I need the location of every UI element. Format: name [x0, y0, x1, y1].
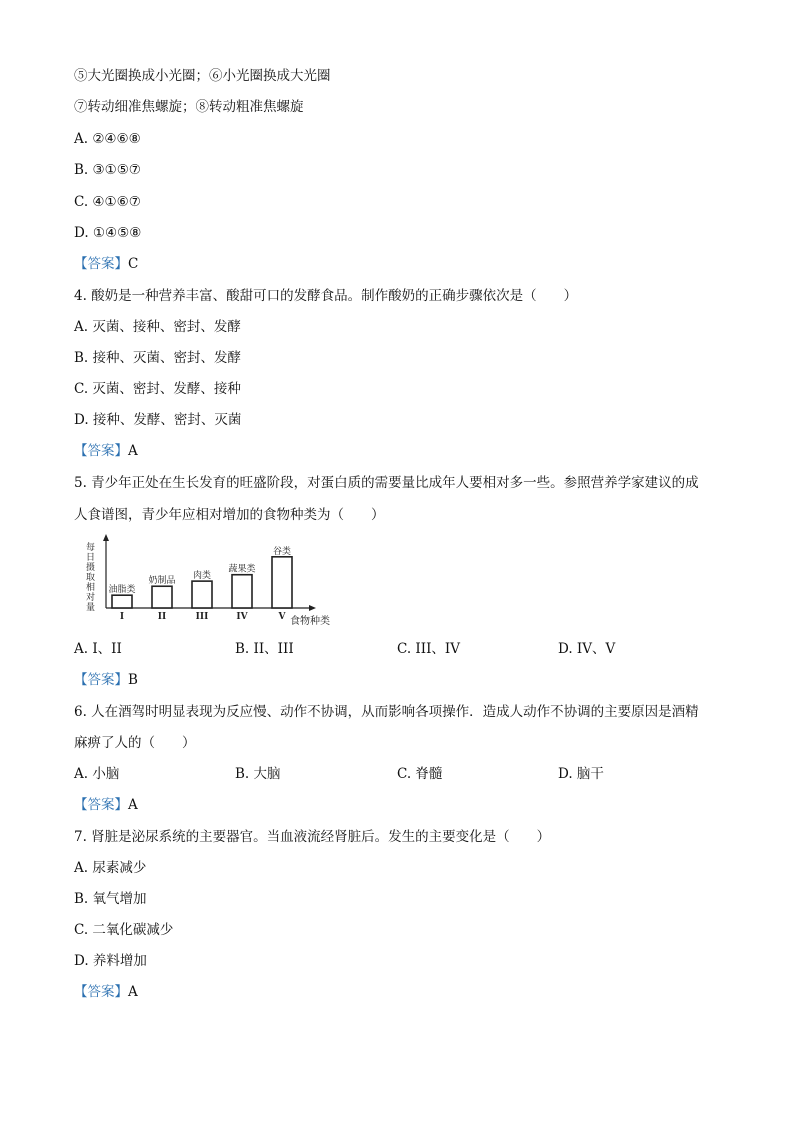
option-b: B. II、III [235, 641, 294, 657]
option-b: B. 接种、灭菌、密封、发酵 [74, 350, 242, 366]
option-a: A. ②④⑥⑧ [74, 131, 141, 147]
bar-1 [112, 595, 132, 608]
option-d: D. IV、V [558, 641, 616, 657]
option-b: B. ③①⑤⑦ [74, 162, 141, 178]
option-d: D. 养料增加 [74, 953, 147, 969]
bar-label-1: 油脂类 [108, 585, 136, 596]
option-a: A. I、II [74, 641, 122, 657]
bar-label-3: 肉类 [192, 571, 212, 582]
answer-line [74, 796, 138, 814]
question-stem: 6. 人在酒驾时明显表现为反应慢、动作不协调，从而影响各项操作．造成人动作不协调的主要原因是酒精 [74, 704, 699, 720]
option-b: B. 氧气增加 [74, 891, 147, 907]
bar-4 [232, 575, 252, 608]
question-stem: 7. 肾脏是泌尿系统的主要器官。当血液流经肾脏后。发生的主要变化是（ ） [74, 829, 551, 845]
answer-line [74, 255, 138, 273]
answer-tag: 【答案】 [74, 672, 128, 688]
x-axis-arrow [309, 605, 316, 611]
answer-value: A [128, 797, 138, 813]
bar-label-5: 谷类 [272, 546, 292, 557]
tick-label-4: IV [236, 612, 248, 622]
bar-label-2: 奶制品 [148, 576, 176, 587]
food-bar-chart [80, 532, 350, 632]
answer-value: B [128, 672, 138, 688]
option-a: A. 灭菌、接种、密封、发酵 [74, 319, 241, 335]
answer-tag: 【答案】 [74, 443, 128, 459]
option-a: A. 小脑 [74, 766, 120, 782]
question-stem-cont: 人食谱图，青少年应相对增加的食物种类为（ ） [74, 507, 385, 523]
answer-tag: 【答案】 [74, 984, 128, 1000]
option-c: C. 灭菌、密封、发酵、接种 [74, 381, 241, 397]
answer-tag: 【答案】 [74, 797, 128, 813]
bar-label-4: 蔬果类 [228, 564, 256, 575]
chart-ylabel: 每日摄取相对量 [84, 542, 94, 612]
answer-value: C [128, 256, 139, 272]
answer-tag: 【答案】 [74, 256, 128, 272]
answer-line [74, 671, 138, 689]
option-b: B. 大脑 [235, 766, 281, 782]
option-c: C. III、IV [397, 641, 461, 657]
text-line: ⑦转动细准焦螺旋；⑧转动粗准焦螺旋 [74, 99, 304, 115]
option-c: C. 二氧化碳减少 [74, 922, 174, 938]
option-a: A. 尿素减少 [74, 860, 147, 876]
question-stem: 5. 青少年正处在生长发育的旺盛阶段，对蛋白质的需要量比成年人要相对多一些。参照营养学家建议的成 [74, 475, 699, 491]
tick-label-3: III [195, 612, 209, 622]
option-c: C. 脊髓 [397, 766, 443, 782]
y-axis-arrow [103, 534, 109, 541]
answer-line [74, 442, 138, 460]
option-d: D. 接种、发酵、密封、灭菌 [74, 412, 242, 428]
bar-2 [152, 586, 172, 608]
answer-value: A [128, 984, 138, 1000]
chart-xlabel: 食物种类 [290, 616, 330, 627]
question-stem: 4. 酸奶是一种营养丰富、酸甜可口的发酵食品。制作酸奶的正确步骤依次是（ ） [74, 288, 578, 304]
question-stem-cont: 麻痹了人的（ ） [74, 735, 196, 751]
bar-3 [192, 581, 212, 608]
answer-value: A [128, 443, 138, 459]
tick-label-2: II [157, 612, 167, 622]
tick-label-5: V [278, 612, 286, 622]
text-line: ⑤大光圈换成小光圈；⑥小光圈换成大光圈 [74, 68, 331, 84]
option-d: D. 脑干 [558, 766, 604, 782]
option-c: C. ④①⑥⑦ [74, 194, 141, 210]
bar-5 [272, 557, 292, 608]
tick-label-1: I [119, 612, 125, 622]
answer-line [74, 983, 138, 1001]
option-d: D. ①④⑤⑧ [74, 225, 142, 241]
